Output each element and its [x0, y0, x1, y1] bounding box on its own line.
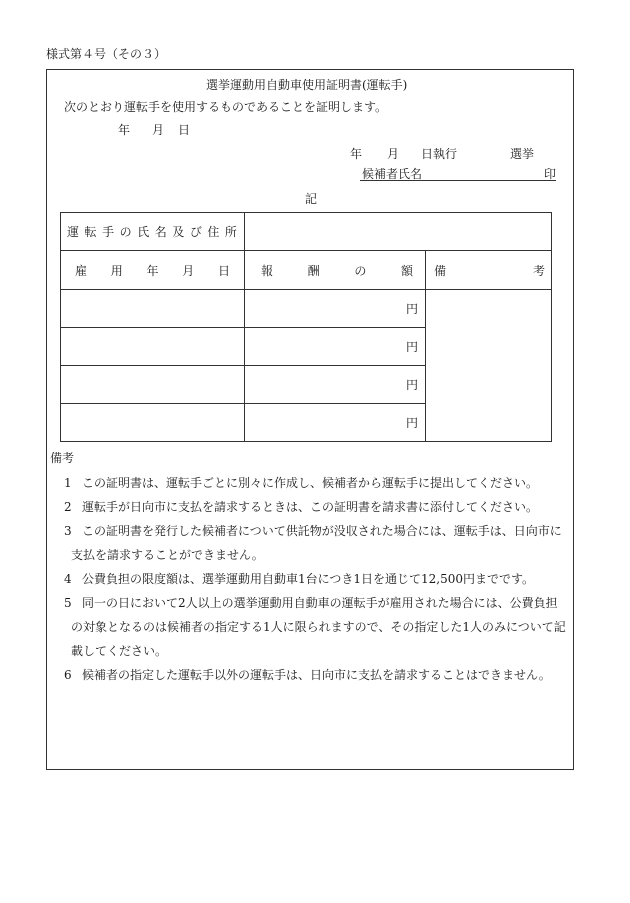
note-text: この証明書は、運転手ごとに別々に作成し、候補者から運転手に提出してください。	[82, 476, 539, 490]
note-item	[64, 498, 538, 515]
header-char: 報	[261, 263, 274, 278]
date-month: 月	[152, 123, 165, 137]
form-number: 様式第４号（その３）	[46, 47, 167, 61]
ki-label: 記	[305, 192, 318, 206]
header-char: 雇	[75, 263, 88, 278]
label-char: 手	[102, 225, 115, 239]
note-number: 4	[64, 572, 72, 586]
exec-year: 年	[350, 147, 363, 161]
exec-month: 月	[387, 147, 400, 161]
note-item-continuation	[71, 546, 264, 563]
seal-mark: 印	[544, 167, 557, 181]
yen-unit: 円	[405, 340, 418, 354]
statement: 次のとおり運転手を使用するものであることを証明します。	[64, 100, 388, 114]
header-char: 用	[110, 263, 123, 278]
form-title: 選挙運動用自動車使用証明書(運転手)	[206, 78, 408, 92]
header-char: 月	[182, 263, 195, 278]
label-char: 運	[67, 225, 80, 239]
note-item	[64, 522, 562, 539]
remarks-header	[426, 251, 552, 290]
note-item	[64, 666, 551, 683]
header-char: 年	[146, 263, 159, 278]
pay-amount-field[interactable]	[245, 290, 426, 328]
label-char: 名	[154, 225, 167, 239]
note-number: 1	[64, 476, 72, 490]
note-number: 2	[64, 500, 72, 514]
label-char: 住	[207, 225, 220, 239]
pay-header	[245, 251, 426, 290]
note-text: 公費負担の限度額は、選挙運動用自動車1台につき1日を通じて12,500円までです。	[82, 572, 535, 586]
remarks-field[interactable]	[426, 290, 552, 442]
header-char: 額	[400, 263, 413, 278]
exec-election: 選挙	[510, 147, 535, 161]
yen-unit: 円	[405, 416, 418, 430]
driver-name-address-field[interactable]	[245, 213, 552, 251]
label-char: 所	[224, 225, 237, 239]
driver-table	[60, 212, 552, 442]
label-char: び	[189, 225, 202, 239]
date-year: 年	[118, 123, 131, 137]
note-number: 6	[64, 668, 72, 682]
note-item-continuation	[71, 618, 566, 635]
note-item	[64, 594, 558, 611]
candidate-name-label: 候補者氏名	[362, 167, 423, 181]
employment-date-field[interactable]	[61, 404, 245, 442]
table-row	[61, 290, 552, 328]
header-char: 備	[434, 263, 447, 278]
employment-date-field[interactable]	[61, 366, 245, 404]
employment-date-field[interactable]	[61, 328, 245, 366]
note-number: 5	[64, 596, 72, 610]
note-item	[64, 474, 538, 491]
label-char: 氏	[137, 225, 150, 239]
note-number: 3	[64, 524, 72, 538]
note-item	[64, 570, 534, 587]
date-day: 日	[178, 123, 191, 137]
note-text: 同一の日において2人以上の選挙運動用自動車の運転手が雇用された場合には、公費負担	[82, 596, 558, 610]
note-item-continuation	[71, 642, 167, 659]
notes-heading: 備考	[50, 451, 75, 465]
pay-amount-field[interactable]	[245, 366, 426, 404]
pay-amount-field[interactable]	[245, 404, 426, 442]
yen-unit: 円	[405, 378, 418, 392]
driver-label-cell	[61, 213, 245, 251]
note-text: の対象となるのは候補者の指定する1人に限られますので、その指定した1人のみについて記	[71, 620, 566, 634]
note-text: 運転手が日向市に支払を請求するときは、この証明書を請求書に添付してください。	[82, 500, 539, 514]
candidate-signature-line	[360, 180, 556, 181]
note-text: 支払を請求することができません。	[71, 548, 264, 562]
exec-day: 日執行	[421, 147, 458, 161]
employment-header	[61, 251, 245, 290]
label-char: 転	[84, 225, 97, 239]
header-char: 酬	[307, 263, 320, 278]
header-char: 考	[532, 263, 545, 278]
label-char: 及	[172, 225, 185, 239]
label-char: の	[119, 225, 132, 239]
header-char: の	[354, 263, 367, 278]
yen-unit: 円	[405, 302, 418, 316]
employment-date-field[interactable]	[61, 290, 245, 328]
note-text: 載してください。	[71, 644, 168, 658]
note-text: この証明書を発行した候補者について供託物が没収された場合には、運転手は、日向市に	[82, 524, 562, 538]
pay-amount-field[interactable]	[245, 328, 426, 366]
header-char: 日	[217, 263, 230, 278]
note-text: 候補者の指定した運転手以外の運転手は、日向市に支払を請求することはできません。	[82, 668, 551, 682]
